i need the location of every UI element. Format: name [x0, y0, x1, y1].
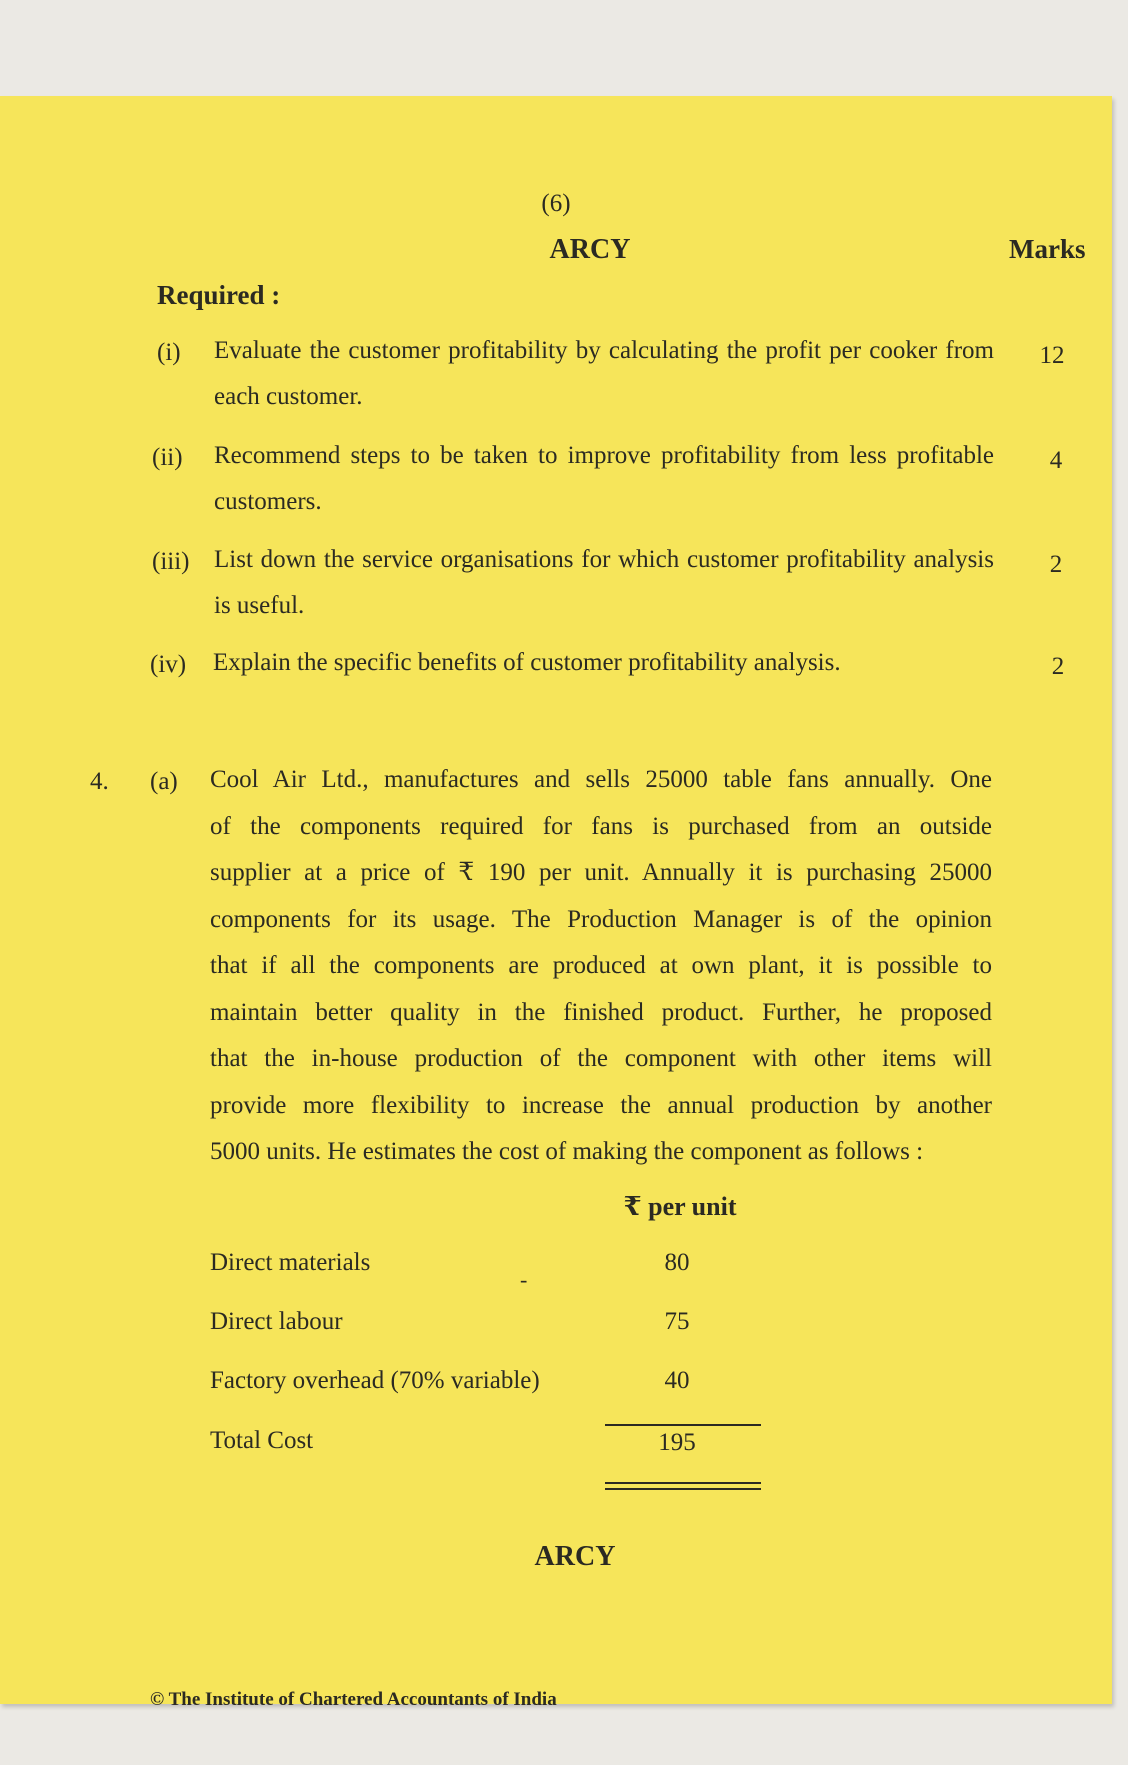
q3-item-number: (i)	[157, 339, 181, 366]
q3-item-marks: 4	[1049, 447, 1063, 474]
q4-line: provide more flexibility to increase the annual production by another	[210, 1091, 992, 1119]
q3-item-text: List down the service organisations for which customer profitability analysis is useful.	[214, 546, 994, 619]
stray-mark: -	[520, 1267, 528, 1292]
q4-line: of the components required for fans is purchased from an outside	[210, 812, 992, 840]
q4-line: maintain better quality in the finished product. Further, he proposed	[210, 998, 992, 1026]
total-double-rule-bottom	[605, 1488, 761, 1490]
total-top-rule	[605, 1424, 761, 1426]
q4-line: Cool Air Ltd., manufactures and sells 25000 table fans annually. One	[210, 766, 992, 793]
required-label: Required :	[157, 280, 281, 310]
total-double-rule-top	[605, 1482, 761, 1484]
copyright-notice: © The Institute of Chartered Accountants of India	[150, 1689, 557, 1710]
cost-row-value: 80	[664, 1249, 690, 1276]
q4-line: that if all the components are produced at own plant, it is possible to	[210, 952, 992, 979]
question-paper-page	[0, 96, 1112, 1710]
q3-item-text: Recommend steps to be taken to improve profitability from less profitable customers.	[214, 442, 994, 515]
q4-number: 4.	[90, 768, 109, 795]
header-watermark: ARCY	[549, 234, 631, 265]
cost-row-value: 75	[664, 1308, 690, 1335]
q3-item-text: Evaluate the customer profitability by calculating the profit per cooker from each customer.	[214, 337, 994, 410]
q3-item-marks: 2	[1049, 551, 1063, 578]
cost-row-label: Factory overhead (70% variable)	[210, 1367, 540, 1394]
q3-item-number: (ii)	[152, 444, 183, 471]
q3-item-number: (iv)	[150, 651, 187, 678]
total-cost-label: Total Cost	[210, 1427, 314, 1454]
q4-line: that the in-house production of the component with other items will	[210, 1045, 992, 1072]
marks-column-heading: Marks	[1009, 234, 1086, 264]
footer-watermark: ARCY	[534, 1541, 616, 1572]
q3-item-number: (iii)	[152, 548, 190, 575]
q4-line: 5000 units. He estimates the cost of making the component as follows :	[210, 1138, 924, 1165]
cost-table-header: ₹ per unit	[623, 1192, 737, 1221]
q3-item-text: Explain the specific benefits of customer profitability analysis.	[213, 649, 841, 676]
q4-paragraph	[210, 757, 992, 1176]
total-cost-value: 195	[658, 1429, 696, 1456]
q3-item-marks: 2	[1051, 653, 1065, 680]
q3-item-marks: 12	[1039, 342, 1065, 369]
q4-part-label: (a)	[150, 768, 178, 795]
page-number: (6)	[541, 190, 571, 217]
cost-row-value: 40	[664, 1367, 690, 1394]
cost-row-label: Direct materials	[210, 1249, 371, 1276]
q4-line: supplier at a price of ₹ 190 per unit. Annually it is purchasing 25000	[210, 859, 992, 886]
cost-row-label: Direct labour	[210, 1308, 343, 1335]
q4-line: components for its usage. The Production Manager is of the opinion	[210, 905, 992, 933]
